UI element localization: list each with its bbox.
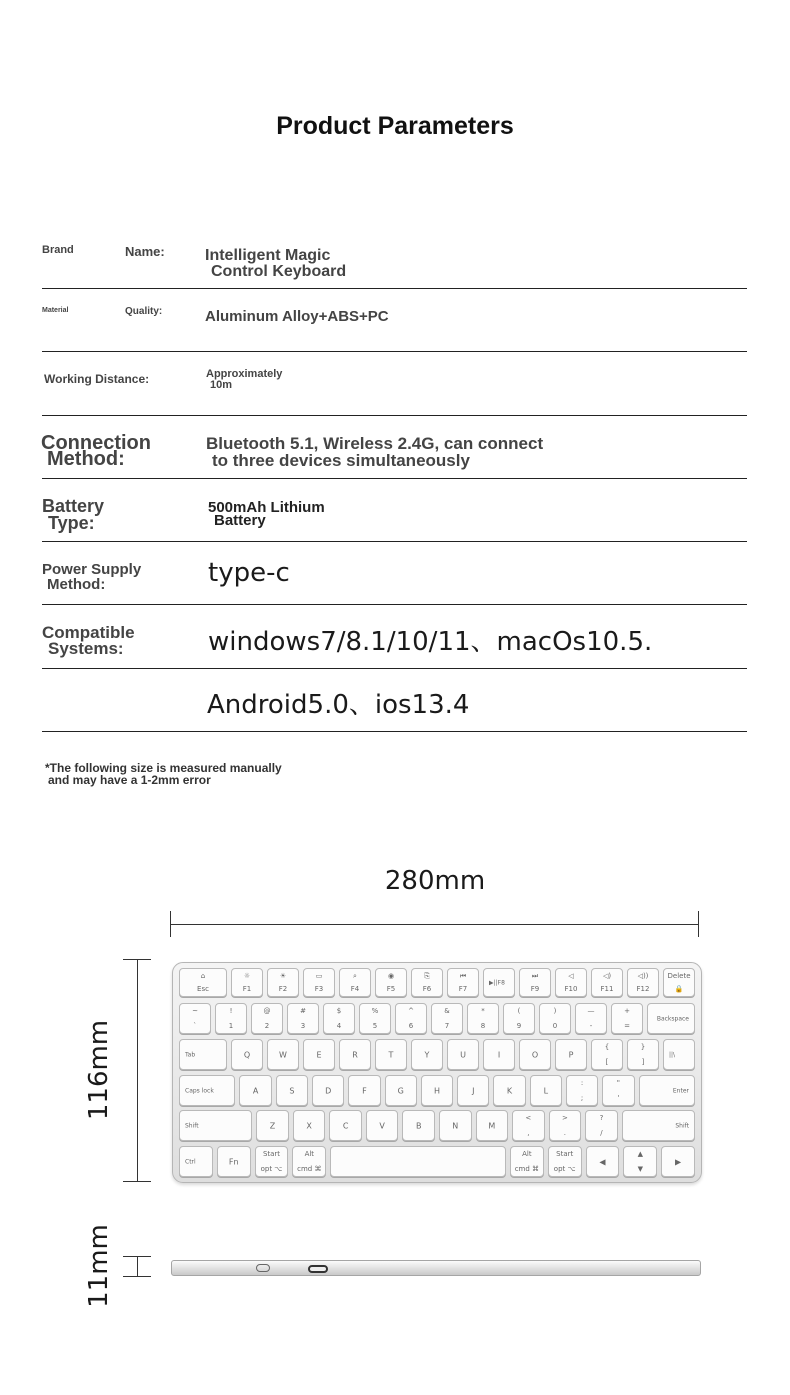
compatible-systems-value: windows7/8.1/10/11、macOs10.5. [208, 627, 653, 657]
key[interactable] [555, 968, 587, 997]
key-bottom-label: 5 [372, 1022, 378, 1030]
row-divider [42, 478, 747, 479]
key[interactable] [476, 1110, 509, 1141]
key[interactable] [395, 1003, 427, 1034]
key[interactable] [493, 1075, 525, 1106]
key[interactable] [385, 1075, 417, 1106]
key[interactable] [179, 1075, 235, 1106]
key-top-label: + [624, 1007, 630, 1015]
key-bottom-label: = [624, 1022, 630, 1030]
quality-label: Quality: [125, 306, 163, 317]
key-top-label: Alt [304, 1150, 315, 1158]
key[interactable] [512, 1110, 545, 1141]
key[interactable] [231, 1039, 263, 1070]
key-label: C [342, 1121, 349, 1130]
key[interactable] [539, 1003, 571, 1034]
key-bottom-label: - [589, 1022, 593, 1030]
key-label: X [306, 1121, 312, 1130]
key[interactable] [251, 1003, 283, 1034]
key-top-label: ◉ [387, 972, 395, 980]
key-top-label: ~ [192, 1007, 198, 1015]
key-bottom-label: 0 [552, 1022, 558, 1030]
key-label: E [316, 1050, 322, 1059]
key[interactable] [483, 1039, 515, 1070]
key-label: ◀ [599, 1157, 606, 1166]
key-bottom-label: opt ⌥ [553, 1165, 576, 1173]
key-top-label: $ [336, 1007, 342, 1015]
key[interactable] [339, 968, 371, 997]
key[interactable] [255, 1146, 289, 1177]
key-bottom-label: cmd ⌘ [297, 1165, 322, 1173]
key[interactable] [267, 968, 299, 997]
key[interactable] [591, 968, 623, 997]
working-distance-value: Approximately 10m [206, 368, 283, 391]
key[interactable] [276, 1075, 308, 1106]
key-bottom-label: F9 [530, 985, 540, 993]
key-top-label: Start [262, 1150, 281, 1158]
key-bottom-label: 2 [264, 1022, 270, 1030]
key[interactable] [312, 1075, 344, 1106]
row-divider [42, 288, 747, 289]
key-top-label: ^ [408, 1007, 414, 1015]
key-bottom-label: 6 [408, 1022, 414, 1030]
key[interactable] [623, 1146, 657, 1177]
key-label: N [452, 1121, 459, 1130]
key[interactable] [447, 968, 479, 997]
key[interactable] [503, 1003, 535, 1034]
key-label: D [325, 1086, 332, 1095]
row-divider [42, 415, 747, 416]
key-bottom-label: F5 [386, 985, 396, 993]
brand-label: Brand [42, 244, 74, 256]
key[interactable] [591, 1039, 623, 1070]
row-divider [42, 541, 747, 542]
key[interactable] [548, 1146, 582, 1177]
row-divider [42, 351, 747, 352]
key-top-label: — [587, 1007, 595, 1015]
key[interactable] [375, 1039, 407, 1070]
key-bottom-label: F3 [314, 985, 324, 993]
key-label: H [433, 1086, 440, 1095]
key[interactable] [179, 1146, 213, 1177]
key[interactable] [359, 1003, 391, 1034]
key-label: Enter [672, 1087, 689, 1094]
key[interactable] [519, 968, 551, 997]
key[interactable] [179, 968, 227, 997]
key-top-label: ☼ [243, 972, 251, 980]
key[interactable] [439, 1110, 472, 1141]
key-label: G [397, 1086, 404, 1095]
key-label: Backspace [656, 1015, 689, 1022]
key-top-label: ▲ [637, 1150, 643, 1158]
key[interactable] [661, 1146, 695, 1177]
key-top-label: & [444, 1007, 450, 1015]
key-top-label: * [481, 1007, 485, 1015]
key[interactable] [330, 1146, 506, 1177]
key[interactable] [231, 968, 263, 997]
key-top-label: ? [599, 1114, 604, 1122]
key-top-label: ◁)) [637, 972, 649, 980]
power-switch-icon [256, 1264, 270, 1272]
battery-type-label: Battery Type: [42, 496, 105, 533]
width-dimension-tick [698, 911, 699, 937]
key[interactable] [510, 1146, 544, 1177]
keyboard-front-view [172, 962, 702, 1183]
page-title: Product Parameters [276, 112, 514, 140]
key-top-label: ( [517, 1007, 521, 1015]
key[interactable] [339, 1039, 371, 1070]
key[interactable] [530, 1075, 562, 1106]
key[interactable] [639, 1075, 695, 1106]
working-distance-label: Working Distance: [44, 372, 150, 386]
brand-name-value: Intelligent Magic Control Keyboard [205, 247, 347, 280]
key-label: B [415, 1121, 422, 1130]
height-dimension-line [137, 959, 138, 1181]
key-label: T [388, 1050, 394, 1059]
key-top-label: ! [229, 1007, 233, 1015]
row-divider [42, 668, 747, 669]
key-label: S [289, 1086, 295, 1095]
key-bottom-label: ` [193, 1022, 197, 1030]
key-label: ▶ [675, 1157, 682, 1166]
key-top-label: # [300, 1007, 306, 1015]
key-label: O [531, 1050, 539, 1059]
key-bottom-label: 🔒 [674, 985, 684, 993]
key[interactable] [519, 1039, 551, 1070]
width-dimension-tick [170, 911, 171, 937]
key[interactable] [329, 1110, 362, 1141]
key-top-label: } [640, 1043, 646, 1051]
key-bottom-label: ' [617, 1094, 620, 1102]
key-bottom-label: 3 [300, 1022, 306, 1030]
key-label: Shift [185, 1122, 199, 1129]
key[interactable] [622, 1110, 695, 1141]
height-dimension-tick [123, 1181, 151, 1182]
key-label: M [488, 1121, 496, 1130]
key-label: R [352, 1050, 358, 1059]
key-label: J [472, 1086, 475, 1095]
key[interactable] [348, 1075, 380, 1106]
key[interactable] [402, 1110, 435, 1141]
key-label: V [379, 1121, 385, 1130]
key-label: Tab [185, 1051, 196, 1058]
key-top-label: Delete [667, 972, 691, 980]
key[interactable] [256, 1110, 289, 1141]
key[interactable] [457, 1075, 489, 1106]
key-top-label: Start [556, 1150, 574, 1158]
key[interactable] [411, 1039, 443, 1070]
key-bottom-label: F2 [278, 985, 288, 993]
key-bottom-label: 7 [444, 1022, 450, 1030]
thickness-dimension-line [137, 1256, 138, 1276]
key-label: F [362, 1086, 367, 1095]
key-bottom-label: Esc [197, 985, 209, 993]
key-top-label: ) [553, 1007, 557, 1015]
key[interactable] [586, 1146, 620, 1177]
key-bottom-label: 4 [336, 1022, 342, 1030]
key-bottom-label: F7 [458, 985, 468, 993]
key[interactable] [575, 1003, 607, 1034]
height-dimension-label: 116mm [84, 1019, 114, 1121]
key[interactable] [292, 1146, 326, 1177]
key-label: K [506, 1086, 513, 1095]
key-label: Q [243, 1050, 251, 1059]
key-bottom-label: ; [580, 1094, 584, 1102]
key-bottom-label: , [527, 1129, 530, 1137]
key-top-label: @ [263, 1007, 271, 1015]
key-label: W [279, 1050, 287, 1059]
key-top-label: { [604, 1043, 610, 1051]
key[interactable] [483, 968, 515, 997]
key-top-label: ◁) [602, 972, 612, 980]
compatible-systems-value-2: Android5.0、ios13.4 [207, 690, 470, 720]
key-label: L [543, 1086, 549, 1095]
key-top-label: ⎘ [424, 972, 430, 980]
key-bottom-label: F12 [636, 985, 650, 993]
key[interactable] [303, 968, 335, 997]
connection-method-value: Bluetooth 5.1, Wireless 2.4G, can connect to three devices simultaneously [206, 434, 544, 470]
key-top-label: % [371, 1007, 379, 1015]
key-bottom-label: / [600, 1129, 603, 1137]
key[interactable] [431, 1003, 463, 1034]
key-label: A [252, 1086, 259, 1095]
key[interactable] [421, 1075, 453, 1106]
key[interactable] [287, 1003, 319, 1034]
key-top-label: ⏮ [459, 972, 467, 980]
key[interactable] [627, 1039, 659, 1070]
key[interactable] [323, 1003, 355, 1034]
key-bottom-label: [ [605, 1058, 609, 1066]
keyboard-side-view [171, 1260, 701, 1276]
key-label: Z [269, 1121, 276, 1130]
power-supply-value: type-c [208, 558, 290, 588]
key[interactable] [647, 1003, 695, 1034]
key-bottom-label: F10 [564, 985, 578, 993]
key-top-label: > [561, 1114, 568, 1122]
key[interactable] [627, 968, 659, 997]
material-value: Aluminum Alloy+ABS+PC [205, 308, 389, 325]
key[interactable] [239, 1075, 271, 1106]
key-top-label: ⏭ [531, 972, 539, 980]
key-bottom-label: cmd ⌘ [514, 1165, 540, 1173]
key[interactable] [663, 1039, 695, 1070]
key-label: I [497, 1050, 501, 1059]
key-top-label: : [580, 1079, 584, 1087]
battery-type-value: 500mAh Lithium Battery [208, 499, 325, 529]
power-supply-label: Power Supply Method: [42, 561, 142, 593]
key[interactable] [566, 1075, 598, 1106]
width-dimension-label: 280mm [384, 866, 486, 896]
key[interactable] [267, 1039, 299, 1070]
key-label: Y [424, 1050, 430, 1059]
key[interactable] [217, 1146, 251, 1177]
key[interactable] [585, 1110, 618, 1141]
key-label: ▶||F8 [489, 979, 505, 986]
key-bottom-label: F11 [600, 985, 614, 993]
key-top-label: ⌕ [353, 972, 357, 980]
key[interactable] [179, 1039, 227, 1070]
key[interactable] [611, 1003, 643, 1034]
key-bottom-label: ] [641, 1058, 645, 1066]
key[interactable] [375, 968, 407, 997]
key-bottom-label: . [563, 1129, 567, 1137]
connection-method-label: Connection Method: [41, 432, 151, 470]
key-label: Fn [228, 1157, 239, 1166]
key-top-label: Alt [522, 1150, 532, 1158]
key-bottom-label: F4 [350, 985, 360, 993]
key-top-label: < [525, 1114, 532, 1122]
key-bottom-label: 8 [480, 1022, 486, 1030]
key-label: ||\ [669, 1051, 676, 1058]
thickness-dimension-label: 11mm [84, 1224, 114, 1308]
key-label: Caps lock [185, 1087, 214, 1094]
measurement-note: *The following size is measured manually and may have a 1-2mm error [45, 761, 282, 787]
key[interactable] [549, 1110, 582, 1141]
key[interactable] [179, 1110, 252, 1141]
key-top-label: ▭ [315, 972, 323, 980]
key-top-label: ☀ [279, 972, 287, 980]
key-bottom-label: opt ⌥ [260, 1165, 283, 1173]
key[interactable] [555, 1039, 587, 1070]
key-bottom-label: F1 [242, 985, 252, 993]
compatible-systems-label: Compatible Systems: [42, 623, 135, 658]
key[interactable] [179, 1003, 211, 1034]
key-top-label: " [616, 1079, 620, 1087]
key[interactable] [293, 1110, 326, 1141]
usb-c-port-icon [308, 1265, 328, 1273]
key-bottom-label: F6 [422, 985, 432, 993]
key[interactable] [663, 968, 695, 997]
key-bottom-label: ▼ [637, 1165, 643, 1173]
key[interactable] [602, 1075, 634, 1106]
key[interactable] [467, 1003, 499, 1034]
key-bottom-label: 1 [228, 1022, 234, 1030]
width-dimension-line [170, 924, 699, 925]
key-bottom-label: 9 [516, 1022, 522, 1030]
key-label: Shift [675, 1122, 689, 1129]
key-top-label: ◁ [568, 972, 574, 980]
key[interactable] [447, 1039, 479, 1070]
key-label: P [568, 1050, 574, 1059]
key-top-label: ⌂ [200, 972, 206, 980]
key[interactable] [366, 1110, 399, 1141]
key[interactable] [303, 1039, 335, 1070]
key[interactable] [215, 1003, 247, 1034]
thickness-dimension-tick [123, 1276, 151, 1277]
key-label: Ctrl [185, 1158, 196, 1165]
row-divider [42, 604, 747, 605]
key-label: U [460, 1050, 466, 1059]
name-label: Name: [125, 244, 165, 259]
key[interactable] [411, 968, 443, 997]
material-label: Material [42, 307, 69, 314]
row-divider [42, 731, 747, 732]
